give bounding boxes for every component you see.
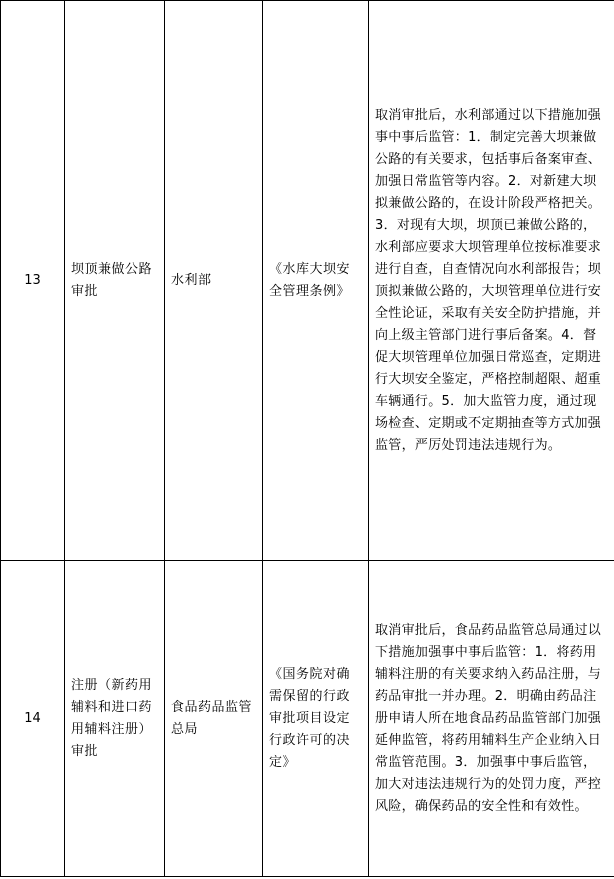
row-index: 13 <box>1 1 65 561</box>
table-row <box>1 1 614 561</box>
row-supervision-measures: 取消审批后，食品药品监管总局通过以下措施加强事中事后监管：1．将药用辅料注册的有关要求纳入药品注册，与药品审批一并办理。2．明确由药品注册申请人所在地食品药品监管部门加强延伸监管，将药用辅料生产企业纳入日常监管范围。3．加强事中事后监管，加大对违法违规行为的处罚力度，严控风险，确保药品的安全性和有效性。 <box>369 561 614 877</box>
row-index: 14 <box>1 561 65 877</box>
table-row <box>1 561 614 877</box>
row-legal-basis: 《水库大坝安全管理条例》 <box>263 1 369 561</box>
row-item-name: 坝顶兼做公路审批 <box>65 1 165 561</box>
row-supervision-measures: 取消审批后，水利部通过以下措施加强事中事后监管：1．制定完善大坝兼做公路的有关要求，包括事后备案审查、加强日常监管等内容。2．对新建大坝拟兼做公路的，在设计阶段严格把关。3．对现有大坝，坝顶已兼做公路的，水利部应要求大坝管理单位按标准要求进行自查，自查情况向水利部报告；坝顶拟兼做公路的，大坝管理单位进行安全性论证，采取有关安全防护措施，并向上级主管部门进行事后备案。4．督促大坝管理单位加强日常巡查，定期进行大坝安全鉴定，严格控制超限、超重车辆通行。5．加大监管力度，通过现场检查、定期或不定期抽查等方式加强监管，严厉处罚违法违规行为。 <box>369 1 614 561</box>
row-department: 水利部 <box>165 1 263 561</box>
row-item-name: 注册（新药用辅料和进口药用辅料注册）审批 <box>65 561 165 877</box>
row-legal-basis: 《国务院对确需保留的行政审批项目设定行政许可的决定》 <box>263 561 369 877</box>
row-department: 食品药品监管总局 <box>165 561 263 877</box>
